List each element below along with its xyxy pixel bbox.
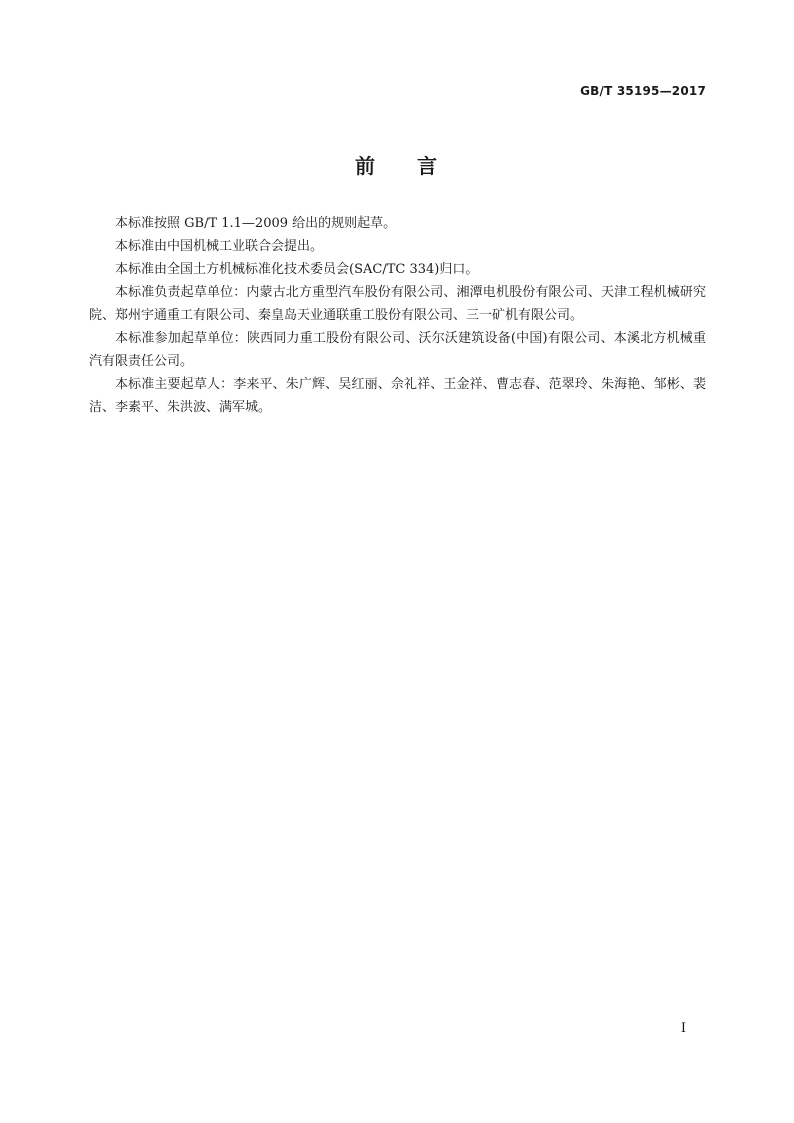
page-title xyxy=(0,150,794,179)
paragraph-drafting-rules: 本标准按照 GB/T 1.1—2009 给出的规则起草。 xyxy=(115,216,397,231)
foreword-body xyxy=(89,212,706,419)
page-title-part-1: 前 xyxy=(355,154,377,178)
paragraph-main-drafters: 本标准主要起草人：李来平、朱广辉、吴红丽、佘礼祥、王金祥、曹志春、范翠玲、朱海艳、邹彬、裴洁、李素平、朱洪波、满军城。 xyxy=(89,377,706,415)
paragraph-under-jurisdiction: 本标准由全国土方机械标准化技术委员会(SAC/TC 334)归口。 xyxy=(115,262,479,277)
standard-code: GB/T 35195—2017 xyxy=(580,84,706,98)
paragraph-proposed-by: 本标准由中国机械工业联合会提出。 xyxy=(115,239,324,254)
paragraph-lead-drafting-units: 本标准负责起草单位：内蒙古北方重型汽车股份有限公司、湘潭电机股份有限公司、天津工程机械研究院、郑州宇通重工有限公司、秦皇岛天业通联重工股份有限公司、三一矿机有限公司。 xyxy=(89,285,706,323)
page-number: I xyxy=(680,1021,686,1036)
paragraph-participating-units: 本标准参加起草单位：陕西同力重工股份有限公司、沃尔沃建筑设备(中国)有限公司、本溪北方机械重汽有限责任公司。 xyxy=(89,331,706,369)
page-title-part-2: 言 xyxy=(417,154,439,178)
